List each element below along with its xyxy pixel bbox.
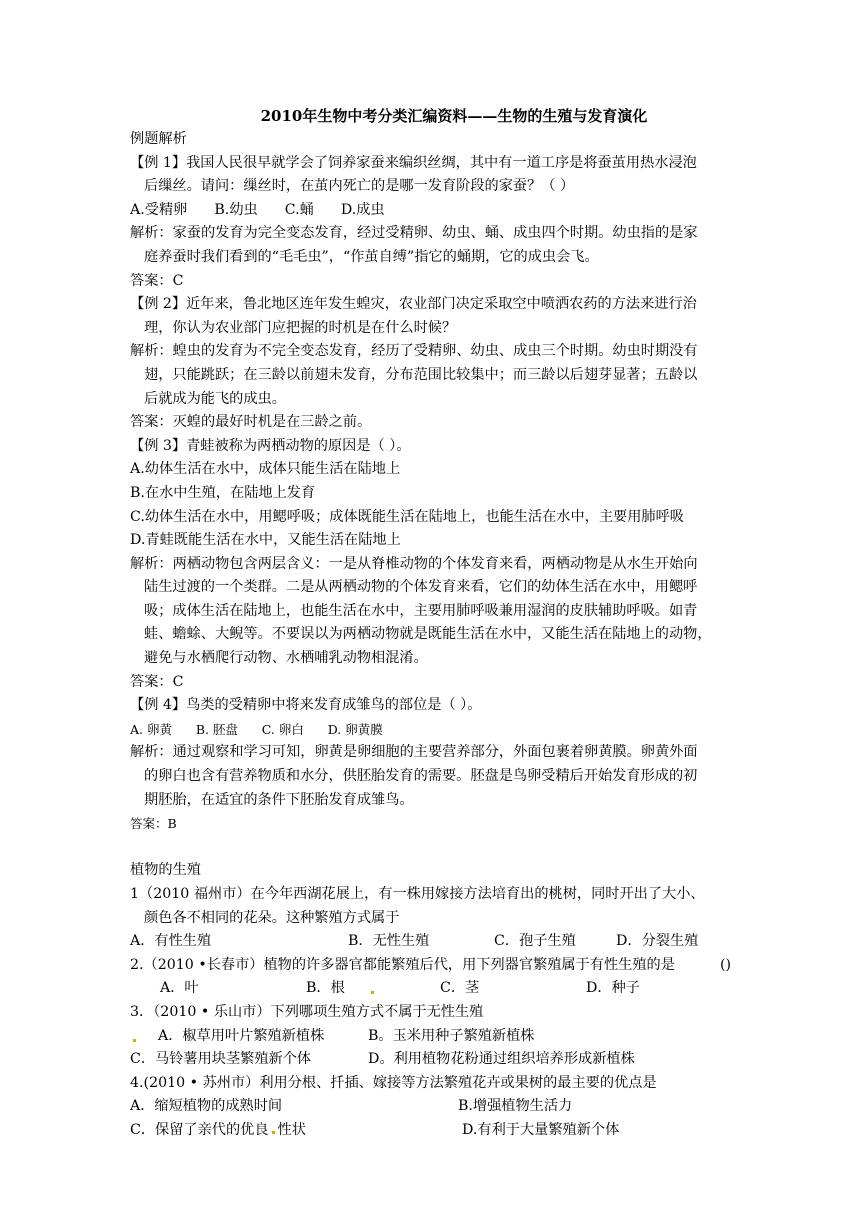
example-4-analysis-cont: 期胚胎，在适宜的条件下胚胎发育成雏鸟。 xyxy=(144,791,414,808)
example-3-option-c: C.幼体生活在水中，用鳃呼吸；成体既能生活在陆地上，也能生活在水中，主要用肺呼吸 xyxy=(130,508,684,525)
document-body xyxy=(130,104,740,1143)
problem-2-question-row xyxy=(130,954,740,978)
section-heading-examples: 例题解析 xyxy=(130,131,187,147)
problem-2-option-c: C．茎 xyxy=(440,980,480,997)
example-1-question-cont: 后缫丝。请问：缫丝时，在茧内死亡的是哪一发育阶段的家蚕？（ ） xyxy=(144,178,575,195)
example-4-answer: 答案：B xyxy=(130,816,177,832)
example-3-question: 【例 3】青蛙被称为两栖动物的原因是（ ）。 xyxy=(130,437,411,454)
problem-3-option-b: B。玉米用种子繁殖新植株 xyxy=(368,1027,535,1044)
problem-1-option-d: D．分裂生殖 xyxy=(616,933,699,950)
problem-4-option-a: A．缩短植物的成熟时间 xyxy=(130,1098,283,1115)
example-3-answer: 答案：C xyxy=(130,673,184,690)
problem-4-option-d: D.有利于大量繁殖新个体 xyxy=(462,1121,620,1138)
example-2-analysis: 解析：蝗虫的发育为不完全变态发育，经历了受精卵、幼虫、成虫三个时期。幼虫时期没有 xyxy=(130,343,698,360)
example-3-analysis-cont: 吸；成体生活在陆地上，也能生活在水中，主要用肺呼吸兼用湿润的皮肤辅助呼吸。如青 xyxy=(144,602,698,619)
problem-2-question: 2.（2010 •长春市）植物的许多器官都能繁殖后代，用下列器官繁殖属于有性生殖的是 xyxy=(130,956,675,973)
problem-4-question: 4.(2010 • 苏州市）利用分根、扦插、嫁接等方法繁殖花卉或果树的最主要的优点是 xyxy=(130,1074,657,1091)
speck-mark xyxy=(272,1131,275,1134)
problem-1-option-c: C．孢子生殖 xyxy=(494,933,576,950)
example-3-option-a: A.幼体生活在水中，成体只能生活在陆地上 xyxy=(130,461,401,478)
example-3-analysis-cont: 蛙、蟾蜍、大鲵等。不要误以为两栖动物就是既能生活在水中，又能生活在陆地上的动物， xyxy=(144,626,712,643)
problem-4-option-c: C．保留了亲代的优良 性状 xyxy=(130,1121,306,1138)
problem-2-option-d: D．种子 xyxy=(586,980,640,997)
problem-4-option-b: B.增强植物生活力 xyxy=(458,1098,573,1115)
example-4-question: 【例 4】鸟类的受精卵中将来发育成雏鸟的部位是（ ）。 xyxy=(130,697,482,714)
example-1-analysis-cont: 庭养蚕时我们看到的“毛毛虫”，“作茧自缚”指它的蛹期，它的成虫会飞。 xyxy=(144,248,599,265)
problem-3-options-ab xyxy=(130,1025,740,1049)
problem-1-option-b: B．无性生殖 xyxy=(348,933,430,950)
problem-2-options xyxy=(130,977,740,1001)
problem-1-option-a: A．有性生殖 xyxy=(130,933,212,950)
example-2-analysis-cont: 后就成为能飞的成虫。 xyxy=(144,390,286,407)
problem-2-option-b: B．根 xyxy=(306,980,345,997)
example-2-question: 【例 2】近年来，鲁北地区连年发生蝗灾，农业部门决定采取空中喷洒农药的方法来进行治 xyxy=(130,296,697,313)
example-2-question-cont: 理，你认为农业部门应把握的时机是在什么时候？ xyxy=(144,319,457,336)
problem-3-options-cd xyxy=(130,1048,740,1072)
problem-2-option-a: A．叶 xyxy=(160,980,199,997)
example-4-options: A. 卵黄 B. 胚盘 C. 卵白 D. 卵黄膜 xyxy=(130,721,383,737)
example-4-analysis: 解析：通过观察和学习可知，卵黄是卵细胞的主要营养部分，外面包裹着卵黄膜。卵黄外面 xyxy=(130,744,698,761)
problem-1-question: 1（2010 福州市）在今年西湖花展上，有一株用嫁接方法培育出的桃树，同时开出了大小、 xyxy=(130,886,705,902)
example-2-answer: 答案：灭蝗的最好时机是在三龄之前。 xyxy=(130,414,372,431)
problem-3-option-a: A．椒草用叶片繁殖新植株 xyxy=(158,1027,325,1044)
example-3-option-d: D.青蛙既能生活在水中，又能生活在陆地上 xyxy=(130,532,401,549)
speck-mark xyxy=(130,1025,158,1049)
example-1-question: 【例 1】我国人民很早就学会了饲养家蚕来编织丝绸，其中有一道工序是将蚕茧用热水浸泡 xyxy=(130,154,697,171)
problem-1-question-cont: 颜色各不相同的花朵。这种繁殖方式属于 xyxy=(144,909,400,926)
example-3-analysis: 解析：两栖动物包含两层含义：一是从脊椎动物的个体发育来看，两栖动物是从水生开始向 xyxy=(130,555,698,572)
example-1-analysis: 解析：家蚕的发育为完全变态发育，经过受精卵、幼虫、蛹、成虫四个时期。幼虫指的是家 xyxy=(130,225,698,242)
problem-1-options xyxy=(130,930,740,954)
example-3-analysis-cont: 陆生过渡的一个类群。二是从两栖动物的个体发育来看，它们的幼体生活在水中，用鳃呼 xyxy=(144,579,698,596)
problem-3-option-d: D。利用植物花粉通过组织培养形成新植株 xyxy=(368,1051,635,1068)
problem-4-options-cd xyxy=(130,1119,740,1143)
example-2-analysis-cont: 翅，只能跳跃；在三龄以前翅未发育，分布范围比较集中；而三龄以后翅芽显著；五龄以 xyxy=(144,366,698,383)
problem-4-options-ab xyxy=(130,1095,740,1119)
problem-2-answer-paren: () xyxy=(720,956,732,973)
example-1-options: A.受精卵 B.幼虫 C.蛹 D.成虫 xyxy=(130,201,385,218)
spacer xyxy=(130,836,740,860)
document-title: 2010年生物中考分类汇编资料——生物的生殖与发育演化 xyxy=(260,107,648,125)
problem-3-option-c: C．马铃薯用块茎繁殖新个体 xyxy=(130,1051,312,1068)
example-1-answer: 答案：C xyxy=(130,272,184,289)
speck-mark xyxy=(368,977,440,1001)
example-4-analysis-cont: 的卵白也含有营养物质和水分，供胚胎发育的需要。胚盘是鸟卵受精后开始发育形成的初 xyxy=(144,768,698,785)
example-3-analysis-cont: 避免与水栖爬行动物、水栖哺乳动物相混淆。 xyxy=(144,650,428,667)
example-3-option-b: B.在水中生殖，在陆地上发育 xyxy=(130,484,316,501)
problem-3-question: 3．（2010 • 乐山市）下列哪项生殖方式不属于无性生殖 xyxy=(130,1003,484,1020)
section-heading-plant-reproduction: 植物的生殖 xyxy=(130,862,201,879)
